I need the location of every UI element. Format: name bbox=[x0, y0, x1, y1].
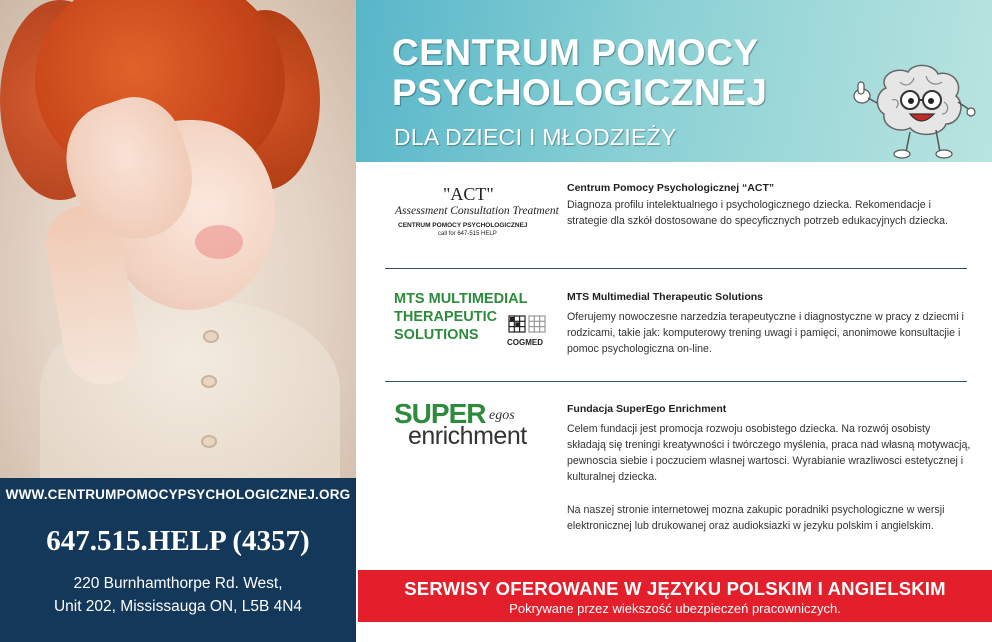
header-subtitle: DLA DZIECI I MŁODZIEŻY bbox=[394, 124, 677, 150]
brain-mascot-icon bbox=[848, 58, 976, 162]
services-banner bbox=[358, 570, 992, 622]
cogmed-label: COGMED bbox=[507, 338, 543, 347]
superego-logo-enrichment: enrichment bbox=[408, 422, 527, 450]
mts-logo-line1: MTS MULTIMEDIAL bbox=[394, 291, 528, 307]
website-link[interactable]: WWW.CENTRUMPOMOCYPSYCHOLOGICZNEJ.ORG bbox=[5, 487, 351, 502]
contact-box bbox=[0, 478, 356, 642]
entry-text: Oferujemy nowoczesne narzedzia terapeutyczne i diagnostyczne w pracy z dziecmi i rodzicami, takie jak: komputerowy trening uwagi i pamięci, anonimowe konsultacjie i pomoc psychologiczna on-line. bbox=[567, 311, 964, 355]
child-photo bbox=[0, 0, 356, 478]
left-column bbox=[0, 0, 356, 642]
address-line1: 220 Burnhamthorpe Rd. West, bbox=[73, 575, 283, 592]
banner-title: SERWISY OFEROWANE W JĘZYKU POLSKIM I ANGIELSKIM bbox=[404, 578, 946, 599]
photo-cheek bbox=[195, 225, 243, 259]
mts-logo-line3: SOLUTIONS bbox=[394, 327, 479, 343]
photo-button bbox=[201, 435, 217, 448]
superego-logo-egos: egos bbox=[489, 408, 515, 423]
act-logo-title: "ACT" bbox=[443, 184, 494, 204]
phone-number[interactable]: 647.515.HELP (4357) bbox=[46, 525, 310, 557]
entry-title: Fundacja SuperEgo Enrichment bbox=[567, 403, 727, 415]
header-title-line1: CENTRUM POMOCY bbox=[392, 32, 759, 73]
superego-logo-super: SUPER bbox=[394, 398, 486, 429]
act-logo-tagline: Assessment Consultation Treatment bbox=[395, 205, 559, 217]
divider bbox=[385, 268, 967, 269]
entry-text: Celem fundacji jest promocja rozwoju osobistego dziecka. Na rozwój osobisty składają się treningi kreatywności i twórczego myślenia, praca nad własną motywacją, pewnoscia siebie i poczuciem wlasnej wartosci. Wyrabianie wrazliwosci estetycznej i kulturalnej dziecka. bbox=[567, 423, 971, 483]
header-title-line2: PSYCHOLOGICZNEJ bbox=[392, 72, 768, 113]
address-line2: Unit 202, Mississauga ON, L5B 4N4 bbox=[53, 598, 303, 615]
act-logo-call: call for 647-515 HELP bbox=[438, 231, 497, 237]
photo-button bbox=[201, 375, 217, 388]
entry-title: MTS Multimedial Therapeutic Solutions bbox=[567, 291, 764, 303]
mts-logo-line2: THERAPEUTIC bbox=[394, 309, 498, 325]
banner-subtitle: Pokrywane przez wiekszość ubezpieczeń pracowniczych. bbox=[509, 601, 841, 616]
photo-button bbox=[203, 330, 219, 343]
entry-text: Diagnoza profilu intelektualnego i psychologicznego dziecka. Rekomendacje i strategie dla szkół dostosowane do specyficznych potrzeb edukacyjnych dziecka. bbox=[567, 199, 948, 227]
act-logo-org: CENTRUM POMOCY PSYCHOLOGICZNEJ bbox=[398, 222, 528, 229]
divider bbox=[385, 381, 967, 382]
entry-text-extra: Na naszej stronie internetowej mozna zakupic poradniki psychologiczne w wersji elektronicznej lub drukowanej oraz audioksiazki w jezyku polskim i angielskim. bbox=[567, 504, 945, 532]
entry-title: Centrum Pomocy Psychologicznej “ACT” bbox=[567, 182, 775, 194]
header-banner bbox=[356, 0, 992, 162]
cogmed-grid-icon bbox=[508, 315, 548, 333]
